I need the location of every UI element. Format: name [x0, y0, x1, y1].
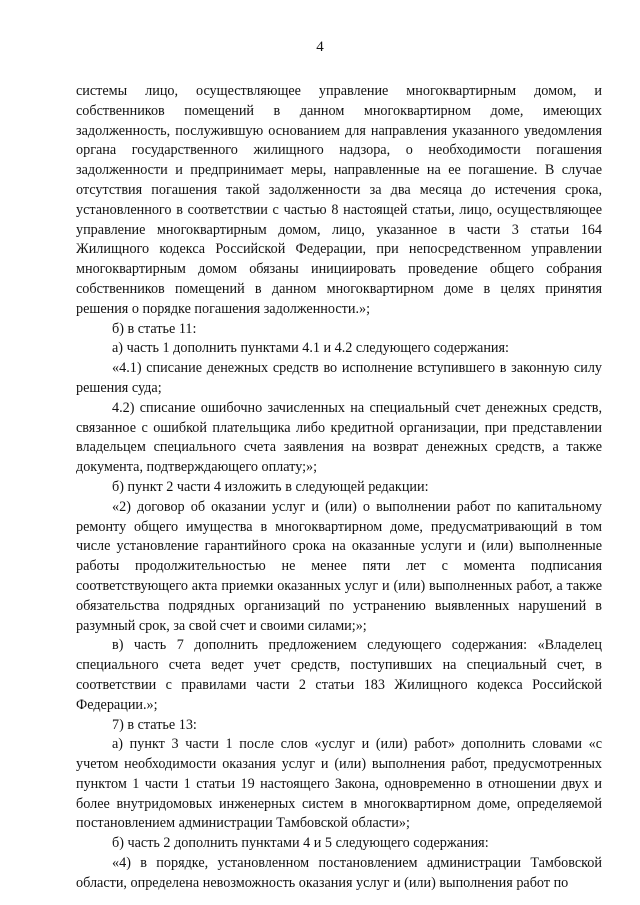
- paragraph-item-b-point-2: б) пункт 2 части 4 изложить в следующей редакции:: [112, 478, 429, 495]
- page-number: 4: [316, 39, 324, 55]
- paragraph-item-v-part-7: в) часть 7 дополнить предложением следующего содержания: «Владелец специального счета ведет учет средств, поступивших на специальный счет, в соответствии с правилами части 2 статьи 183 Жилищного кодекса Российской Федерации.»;: [76, 637, 602, 713]
- paragraph-item-b-part-2: б) часть 2 дополнить пунктами 4 и 5 следующего содержания:: [112, 835, 489, 852]
- paragraph-item-b-article-11: б) в статье 11:: [112, 320, 197, 337]
- paragraph-point-4: «4) в порядке, установленном постановлением администрации Тамбовской области, определена невозможность оказания услуг и (или) выполнения работ по: [76, 855, 602, 891]
- paragraph-item-7-article-13: 7) в статье 13:: [112, 716, 197, 733]
- paragraph-point-4-1: «4.1) списание денежных средств во исполнение вступившего в законную силу решения суда;: [76, 360, 602, 396]
- paragraph-item-a-part-1: а) часть 1 дополнить пунктами 4.1 и 4.2 следующего содержания:: [112, 340, 509, 357]
- paragraph-point-2-contract: «2) договор об оказании услуг и (или) о выполнении работ по капитальному ремонту общего имущества в многоквартирном доме, предусматривающий в том числе установление гарантийного срока на оказанные услуги и (или) выполненные работы продолжительностью не менее пяти лет с момента подписания соответствующего акта приемки оказанных услуг и (или) выполненных работ, а также обязательства подрядных организаций по устранению выявленных нарушений в разумный срок, за свой счет и своими силами;»;: [76, 498, 602, 634]
- paragraph-item-a-point-3: а) пункт 3 части 1 после слов «услуг и (или) работ» дополнить словами «с учетом необходимости оказания услуг и (или) выполнения работ, предусмотренных пунктом 1 части 1 статьи 19 настоящего Закона, одновременно в отношении двух и более внутридомовых инженерных систем в многоквартирном доме, определяемой постановлением администрации Тамбовской области»;: [76, 736, 602, 832]
- document-body: [76, 82, 602, 894]
- paragraph-point-4-2: 4.2) списание ошибочно зачисленных на специальный счет денежных средств, связанное с ошибкой плательщика либо кредитной организации, при представлении владельцем специального счета заявления на возврат денежных средств, а также документа, подтверждающего оплату;»;: [76, 399, 602, 476]
- paragraph-continuation: системы лицо, осуществляющее управление многоквартирным домом, и собственников помещений в данном многоквартирном доме, имеющих задолженность, послужившую основанием для направления указанного уведомления органа государственного жилищного надзора, о необходимости погашения задолженности и предпринимает меры, направленные на ее погашение. В случае отсутствия погашения такой задолженности за два месяца до истечения срока, установленного в соответствии с частью 8 настоящей статьи, лицо, осуществляющее управление многоквартирным домом, лицо, указанное в части 3 статьи 164 Жилищного кодекса Российской Федерации, при непосредственном управлении многоквартирным домом обязаны инициировать проведение общего собрания собственников помещений в данном многоквартирном доме в целях принятия решения о порядке погашения задолженности.»;: [76, 83, 602, 317]
